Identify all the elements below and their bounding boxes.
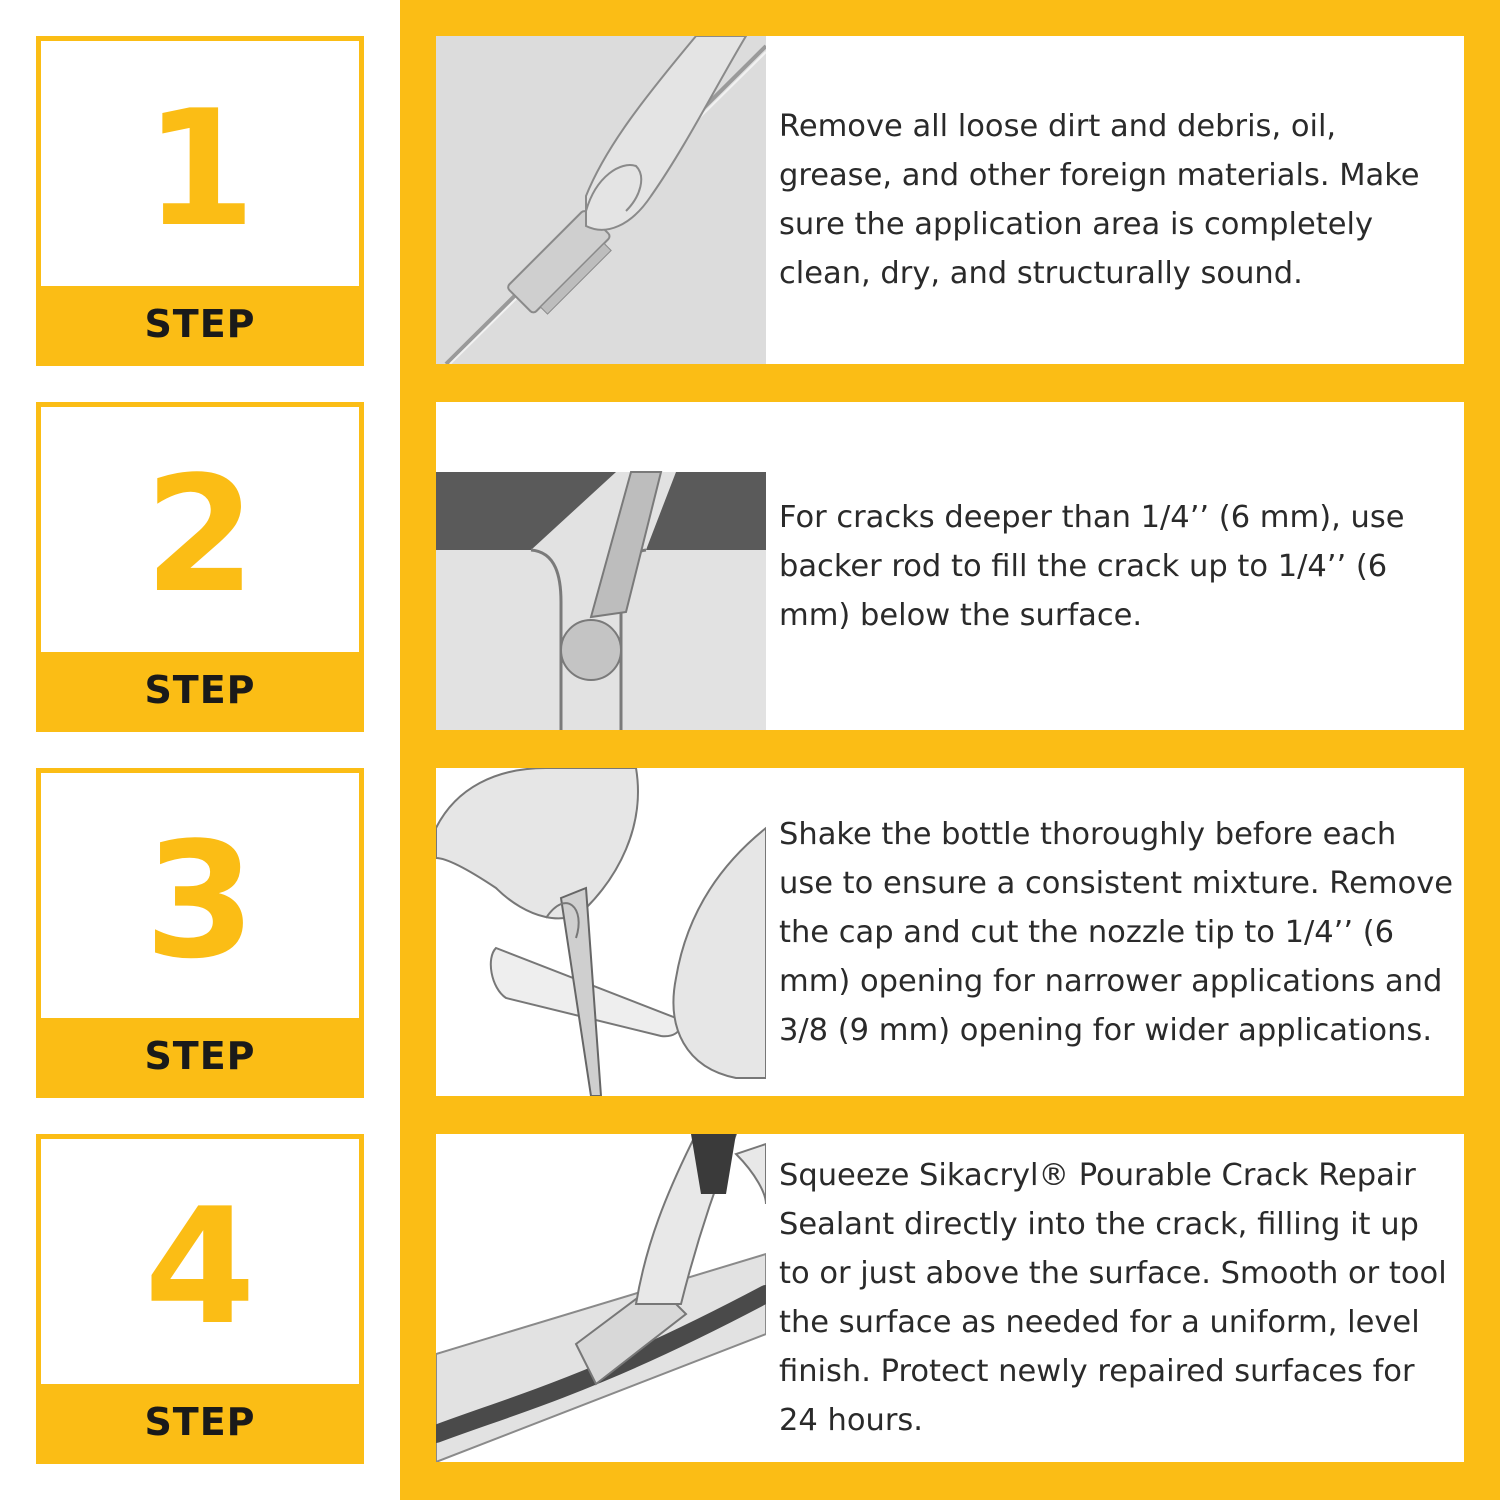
step-number: 1 [144, 75, 256, 262]
step-badge-2 [36, 402, 364, 732]
brush-cleaning-crack-icon [436, 36, 766, 364]
step-panel-4 [436, 1134, 1464, 1462]
step-label: STEP [41, 652, 359, 727]
step-description: Remove all loose dirt and debris, oil, grease, and other foreign materials. Make sure the application area is completely clean, dry, and structurally sound. [779, 109, 1420, 291]
backer-rod-in-crack-icon [436, 402, 766, 730]
step-number: 2 [144, 441, 256, 628]
step-number: 3 [144, 807, 256, 994]
step-panel-3 [436, 768, 1464, 1096]
step-panel-2 [436, 402, 1464, 730]
step-label: STEP [41, 1018, 359, 1093]
step-description: For cracks deeper than 1/4’’ (6 mm), use backer rod to fill the crack up to 1/4’’ (6 mm) below the surface. [779, 499, 1405, 633]
step-number: 4 [144, 1173, 256, 1360]
step-badge-3 [36, 768, 364, 1098]
tooling-sealant-icon [436, 1134, 766, 1462]
step-description: Shake the bottle thoroughly before each use to ensure a consistent mixture. Remove the cap and cut the nozzle tip to 1/4’’ (6 mm) opening for narrower applications and 3/8 (9 mm) opening for wider applications. [779, 816, 1454, 1048]
cutting-nozzle-tip-icon [436, 768, 766, 1096]
step-panel-1 [436, 36, 1464, 364]
step-badge-1 [36, 36, 364, 366]
step-description: Squeeze Sikacryl® Pourable Crack Repair Sealant directly into the crack, filling it up to or just above the surface. Smooth or tool the surface as needed for a uniform, level finish. Protect newly repaired surfaces for 24 hours. [779, 1158, 1447, 1438]
step-label: STEP [41, 286, 359, 361]
step-badge-4 [36, 1134, 364, 1464]
step-label: STEP [41, 1384, 359, 1459]
